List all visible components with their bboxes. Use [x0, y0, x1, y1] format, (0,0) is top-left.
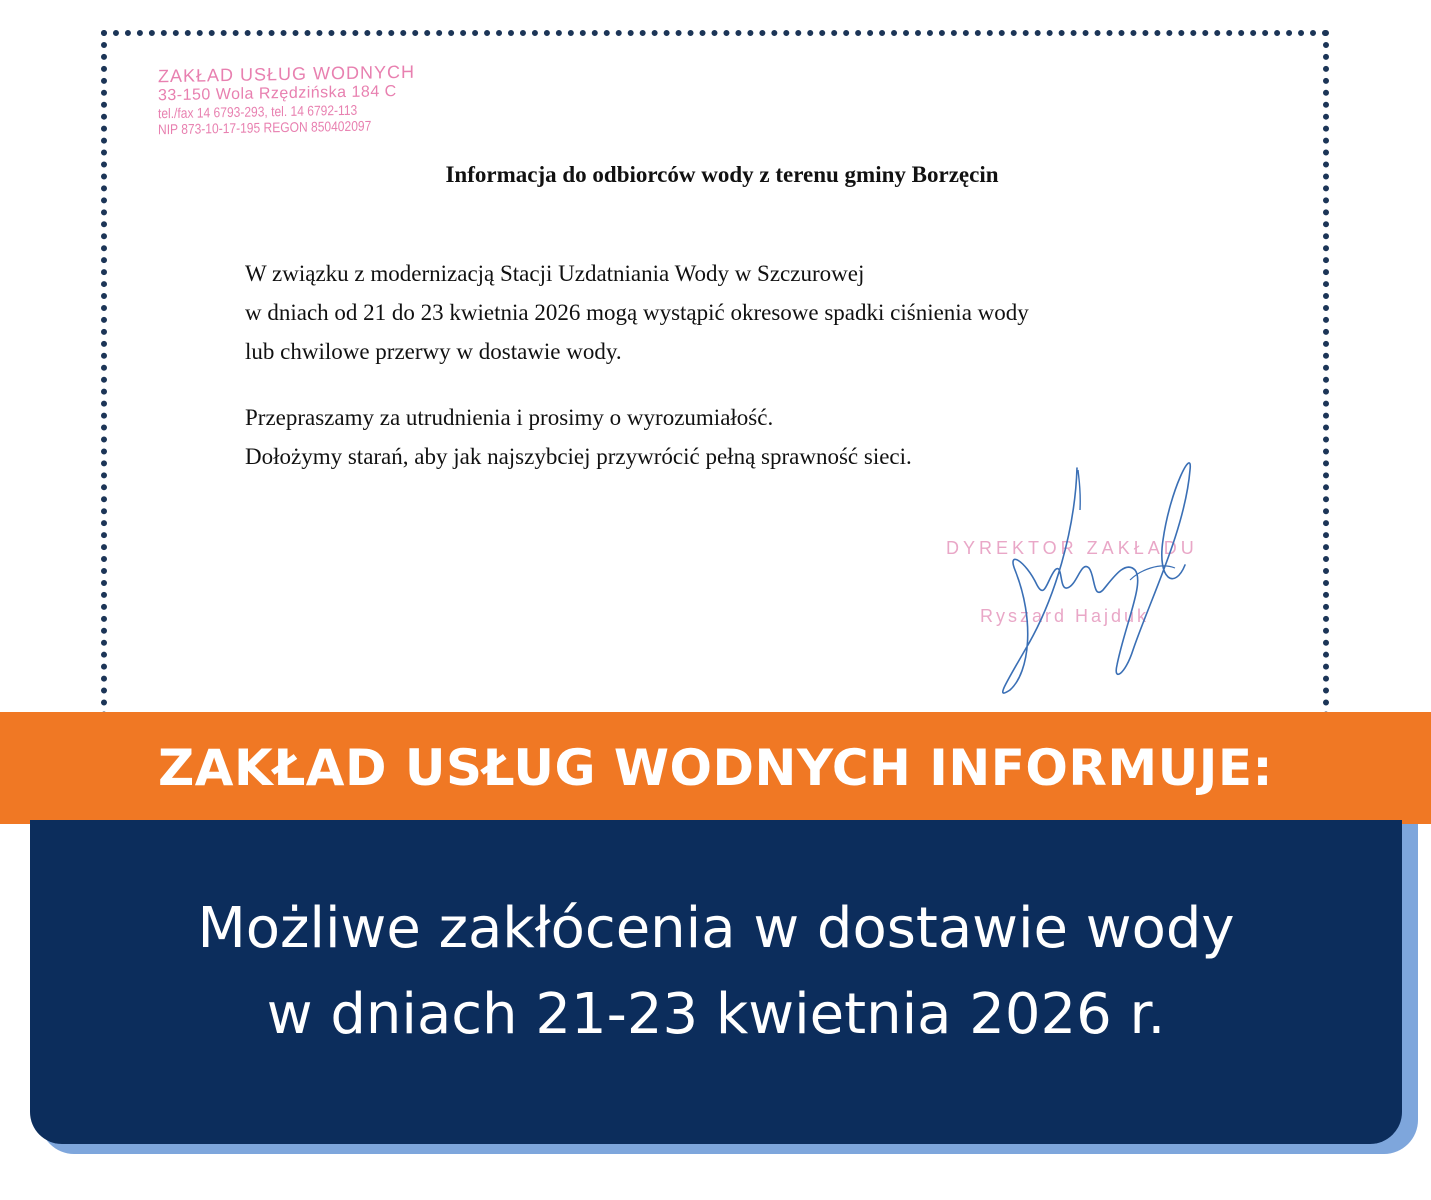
handwritten-signature [985, 450, 1205, 700]
banner-heading: ZAKŁAD USŁUG WODNYCH INFORMUJE: [158, 739, 1273, 797]
paragraph-2-line: Przepraszamy za utrudnienia i prosimy o wyrozumiałość. [245, 405, 774, 430]
notice-panel [30, 820, 1402, 1144]
paragraph-1-line: lub chwilowe przerwy w dostawie wody. [245, 339, 622, 364]
paragraph-1 [245, 254, 1029, 371]
paragraph-1-line: W związku z modernizacją Stacji Uzdatniania Wody w Szczurowej [245, 261, 865, 286]
notice-line-1: Możliwe zakłócenia w dostawie wody [197, 896, 1235, 961]
letterhead-company: ZAKŁAD USŁUG WODNYCH [158, 61, 416, 87]
notice-line-2: w dniach 21-23 kwietnia 2026 r. [266, 982, 1166, 1047]
signature-stamp-role: DYREKTOR ZAKŁADU [946, 538, 1198, 558]
document-title: Informacja do odbiorców wody z terenu gminy Borzęcin [445, 162, 999, 187]
letterhead-address: 33-150 Wola Rzędzińska 184 C [158, 82, 397, 104]
letterhead-stamp [158, 62, 415, 138]
signature-stamp-name: Ryszard Hajduk [980, 606, 1150, 626]
letterhead-registry: NIP 873-10-17-195 REGON 850402097 [158, 117, 372, 138]
letterhead-phone: tel./fax 14 6793-293, tel. 14 6792-113 [158, 101, 358, 122]
paragraph-1-line: w dniach od 21 do 23 kwietnia 2026 mogą wystąpić okresowe spadki ciśnienia wody [245, 300, 1029, 325]
paragraph-2 [245, 398, 912, 476]
announcement-banner [0, 712, 1431, 824]
paragraph-2-line: Dołożymy starań, aby jak najszybciej przywrócić pełną sprawność sieci. [245, 444, 912, 469]
